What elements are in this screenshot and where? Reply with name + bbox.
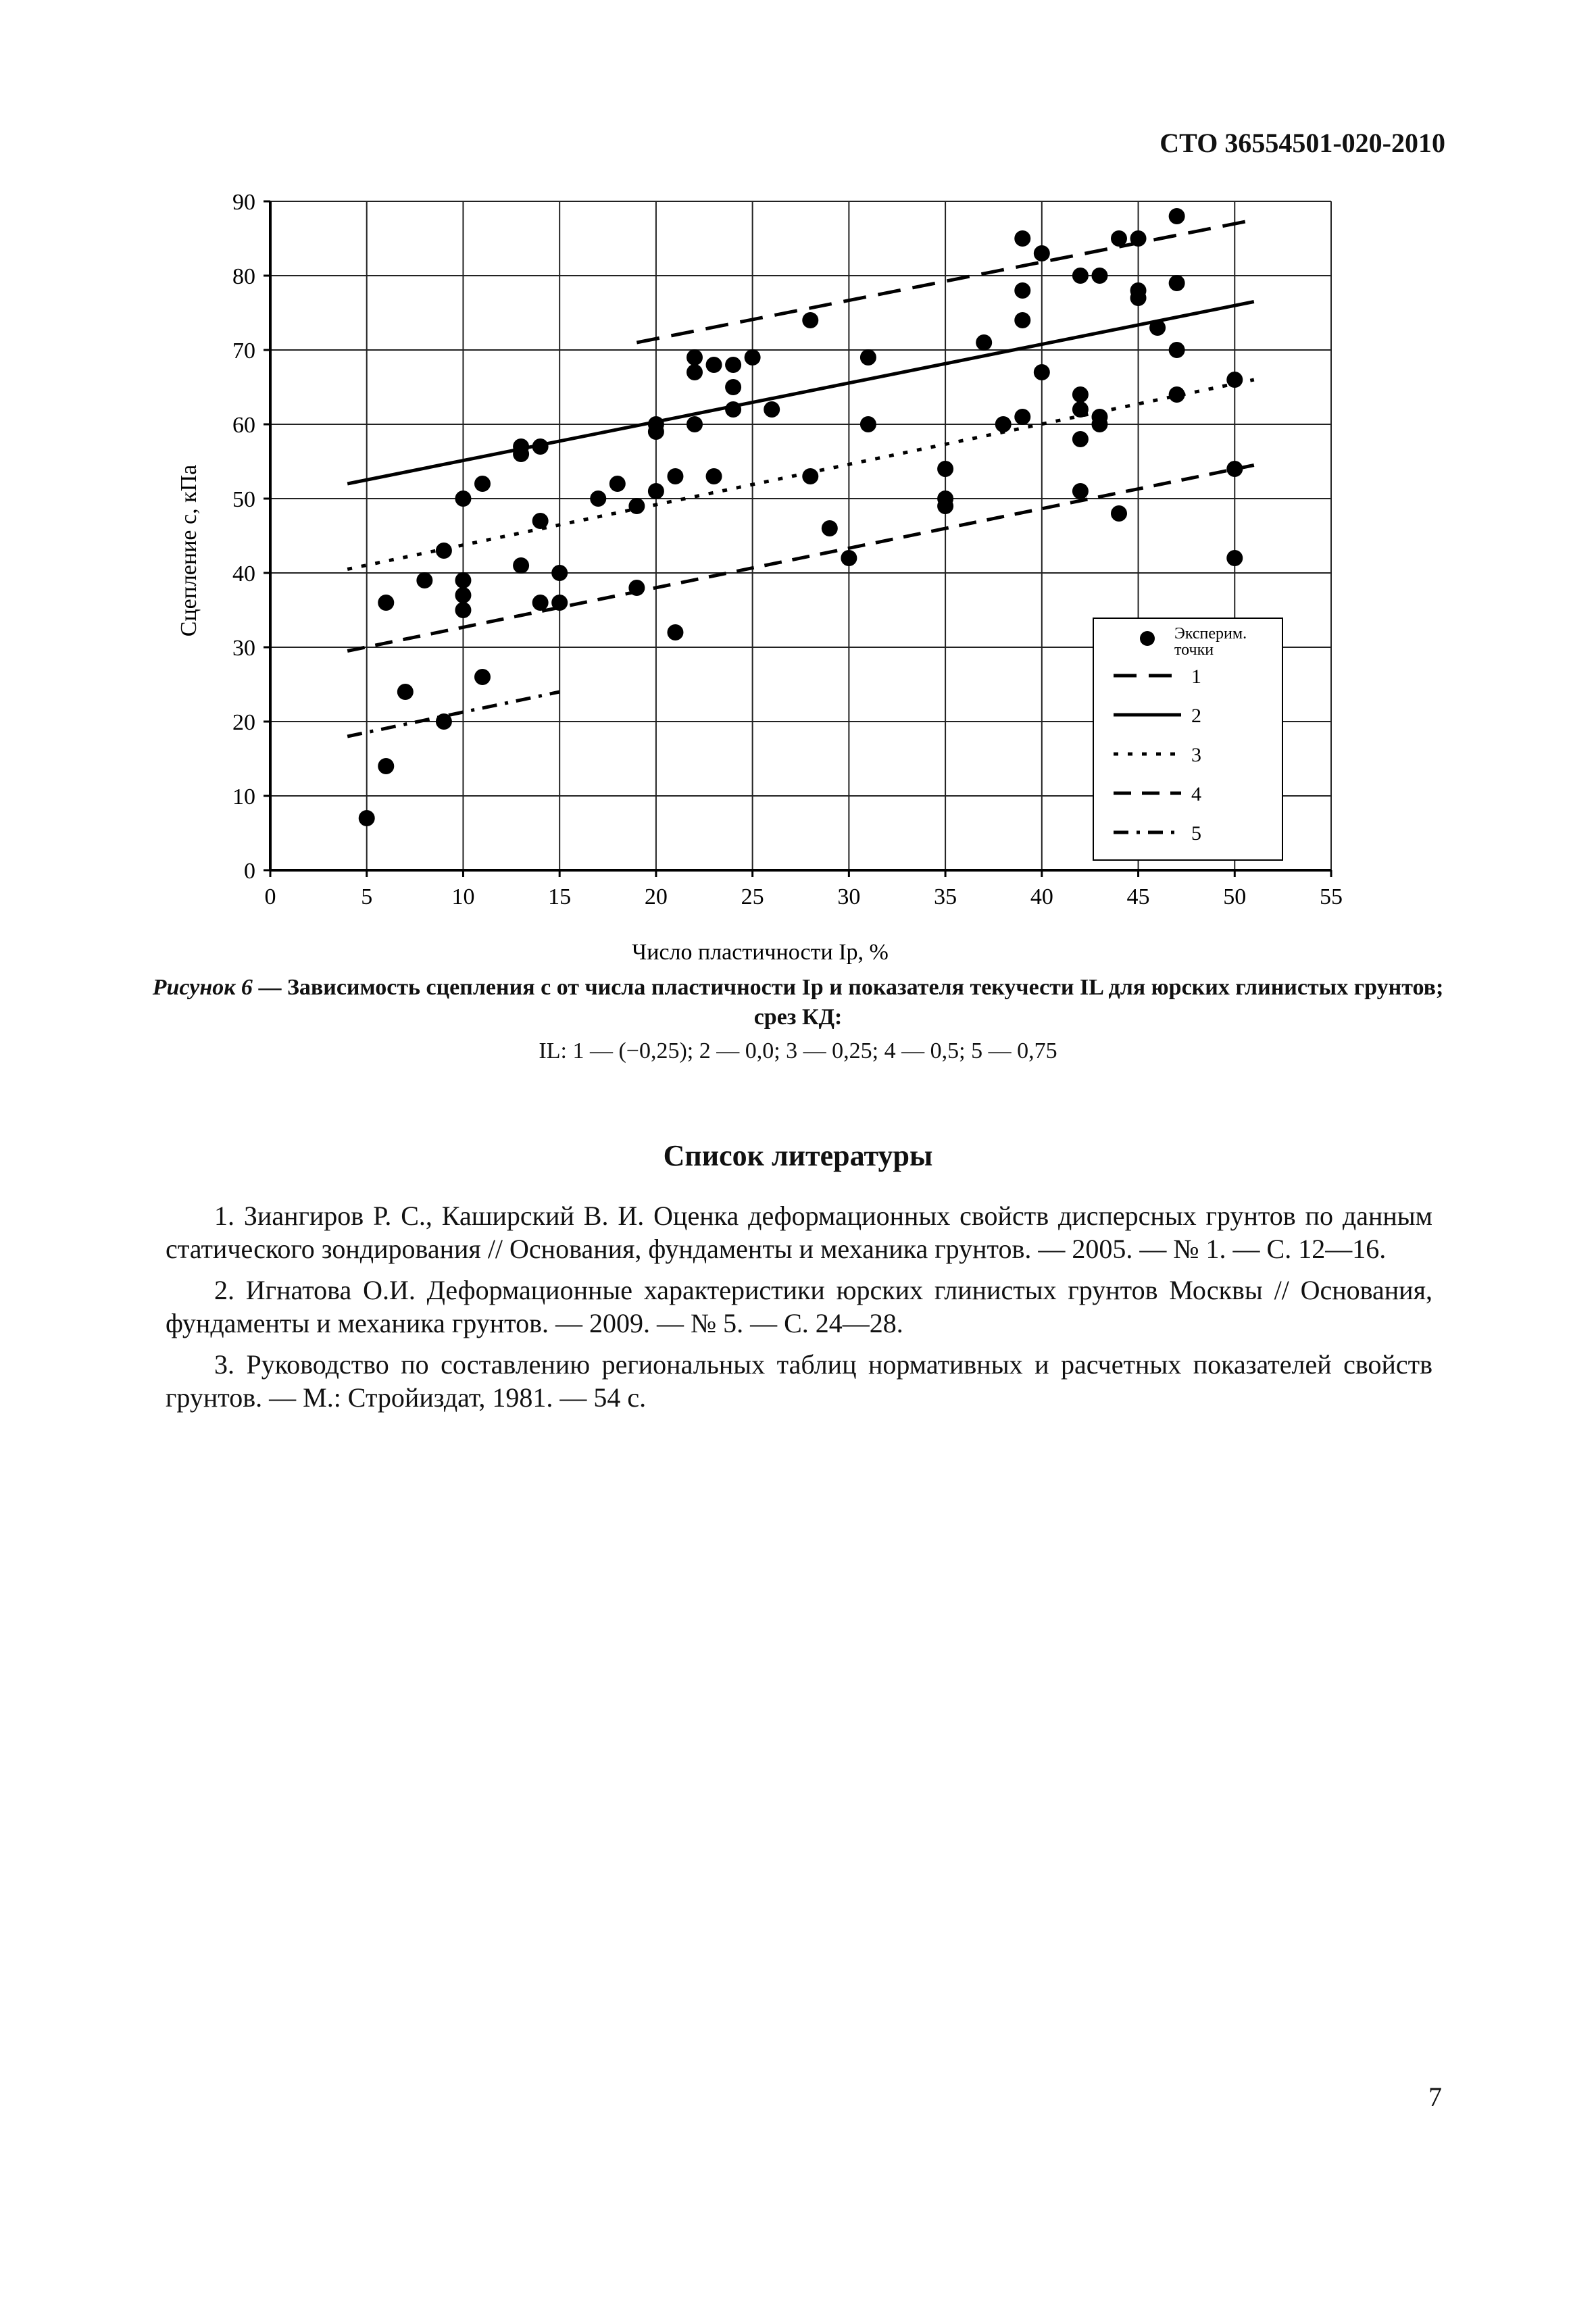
x-tick-label: 25 <box>741 884 764 909</box>
data-point <box>802 312 818 328</box>
x-tick-label: 10 <box>451 884 475 909</box>
data-point <box>687 364 703 380</box>
document-code: СТО 36554501-020-2010 <box>1159 128 1445 158</box>
data-point <box>474 476 491 492</box>
data-point <box>474 669 491 685</box>
data-point <box>513 557 529 574</box>
data-point <box>1111 505 1127 522</box>
x-tick-label: 30 <box>837 884 861 909</box>
references-list <box>166 1199 1432 1422</box>
data-point <box>725 401 741 418</box>
data-point <box>687 416 703 432</box>
data-point <box>1091 416 1107 432</box>
data-point <box>1072 483 1089 499</box>
x-tick-label: 0 <box>264 884 276 909</box>
data-point <box>455 587 471 603</box>
y-tick-label: 70 <box>232 338 255 363</box>
reference-item: 1. Зиангиров Р. С., Каширский В. И. Оценка деформационных свойств дисперсных грунтов по данным статического зондирования // Основания, фундаменты и механика грунтов. — 2005. — № 1. — С. 12—16. <box>166 1201 1432 1264</box>
data-point <box>648 424 664 440</box>
data-point <box>995 416 1012 432</box>
trend-line-2 <box>347 302 1254 484</box>
y-tick-label: 50 <box>232 487 255 512</box>
data-point <box>937 461 953 477</box>
data-point <box>1072 431 1089 447</box>
data-point <box>532 438 549 455</box>
y-tick-labels <box>232 190 255 884</box>
data-point <box>1034 364 1050 380</box>
data-point <box>841 550 857 566</box>
legend-label: Эксперим. точки <box>1174 625 1247 659</box>
chart-legend <box>1093 618 1282 860</box>
x-tick-labels <box>265 884 1343 909</box>
data-point <box>532 513 549 529</box>
data-point <box>628 498 645 514</box>
data-point <box>706 357 722 373</box>
page-number: 7 <box>1428 2082 1442 2112</box>
figure-caption-label: Рисунок 6 <box>152 975 253 1000</box>
data-point <box>1130 290 1147 306</box>
references-title: Список литературы <box>663 1139 933 1172</box>
figure-caption <box>135 973 1461 1032</box>
x-tick-label: 15 <box>548 884 572 909</box>
legend-label: 4 <box>1191 783 1201 805</box>
data-point <box>976 334 992 351</box>
data-point <box>667 624 683 640</box>
data-point <box>725 357 741 373</box>
data-point <box>436 713 452 730</box>
x-tick-label: 5 <box>361 884 373 909</box>
legend-label: 3 <box>1191 744 1201 766</box>
data-point <box>687 349 703 366</box>
data-point <box>1014 230 1030 247</box>
reference-item: 3. Руководство по составлению региональных таблиц нормативных и расчетных показателей свойств грунтов. — М.: Стройиздат, 1981. — 54 с. <box>166 1349 1432 1413</box>
data-point <box>1226 461 1243 477</box>
data-point <box>532 595 549 611</box>
data-point <box>860 349 876 366</box>
data-point <box>1169 386 1185 403</box>
y-tick-label: 30 <box>232 636 255 661</box>
data-point <box>551 565 568 581</box>
data-point <box>1014 312 1030 328</box>
data-point <box>1169 275 1185 291</box>
data-point <box>378 595 394 611</box>
data-point <box>378 758 394 774</box>
data-point <box>1014 282 1030 299</box>
data-point <box>1072 386 1089 403</box>
data-point <box>1149 320 1166 336</box>
data-point <box>667 468 683 484</box>
data-point <box>764 401 780 418</box>
x-tick-label: 55 <box>1320 884 1343 909</box>
legend-label: 2 <box>1191 705 1201 727</box>
y-tick-label: 10 <box>232 784 255 809</box>
y-tick-label: 0 <box>244 859 255 884</box>
figure-caption-text: — Зависимость сцепления c от числа пластичности Ip и показателя текучести IL для юрских глинистых грунтов; срез КД: <box>252 975 1444 1030</box>
data-point <box>1226 372 1243 388</box>
data-point <box>648 483 664 499</box>
x-axis-label: Число пластичности Ip, % <box>632 940 889 965</box>
reference-item: 2. Игнатова О.И. Деформационные характеристики юрских глинистых грунтов Москвы // Основания, фундаменты и механика грунтов. — 2009. — № 5. — С. 24—28. <box>166 1275 1432 1338</box>
legend-marker-points <box>1140 631 1155 646</box>
x-tick-label: 45 <box>1126 884 1150 909</box>
data-point <box>590 491 606 507</box>
data-point <box>937 498 953 514</box>
data-point <box>1072 268 1089 284</box>
legend-label: 1 <box>1191 665 1201 688</box>
data-point <box>1226 550 1243 566</box>
figure-caption-legend: IL: 1 — (−0,25); 2 — 0,0; 3 — 0,25; 4 — 0,5; 5 — 0,75 <box>539 1038 1057 1063</box>
data-point <box>822 520 838 536</box>
y-tick-label: 80 <box>232 264 255 289</box>
data-point <box>455 572 471 588</box>
data-point <box>551 595 568 611</box>
y-tick-label: 40 <box>232 561 255 586</box>
x-tick-label: 35 <box>934 884 957 909</box>
legend-label: 5 <box>1191 822 1201 845</box>
trend-line-3 <box>347 380 1254 570</box>
data-point <box>397 684 414 700</box>
data-point <box>802 468 818 484</box>
y-tick-label: 60 <box>232 413 255 438</box>
data-point <box>706 468 722 484</box>
data-point <box>1111 230 1127 247</box>
data-point <box>860 416 876 432</box>
data-point <box>416 572 432 588</box>
data-point <box>1169 342 1185 358</box>
data-point <box>1091 268 1107 284</box>
y-tick-label: 20 <box>232 710 255 735</box>
data-point <box>745 349 761 366</box>
data-point <box>1014 409 1030 425</box>
data-point <box>455 602 471 618</box>
data-point <box>1169 208 1185 224</box>
x-tick-label: 50 <box>1223 884 1247 909</box>
trend-line-5 <box>347 692 559 736</box>
x-tick-label: 40 <box>1030 884 1053 909</box>
data-point <box>628 580 645 596</box>
data-point <box>455 491 471 507</box>
data-point <box>725 379 741 395</box>
data-point <box>1034 245 1050 261</box>
data-point <box>359 810 375 826</box>
data-point <box>609 476 626 492</box>
data-point <box>436 543 452 559</box>
x-tick-label: 20 <box>644 884 668 909</box>
y-tick-label: 90 <box>232 190 255 215</box>
data-point <box>1072 401 1089 418</box>
data-point <box>513 446 529 462</box>
data-point <box>1130 230 1147 247</box>
y-axis-label: Сцепление c, кПа <box>176 464 201 637</box>
cohesion-plasticity-chart <box>162 182 1385 966</box>
